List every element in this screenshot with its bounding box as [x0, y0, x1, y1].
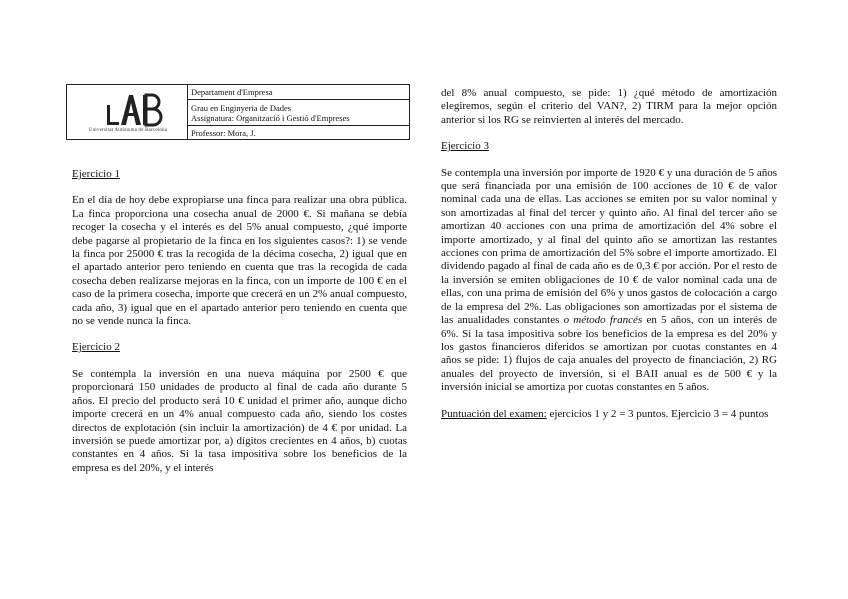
- left-column: [72, 168, 407, 475]
- professor-cell: Professor: Mora, J.: [191, 128, 256, 138]
- exercise1-title: Ejercicio 1: [72, 168, 120, 180]
- right-column: [441, 87, 777, 421]
- exercise3-method-emphasis: o método francés: [563, 314, 643, 327]
- exercise3-text-a: Se contempla una inversión por importe de 1920 € y una duración de 5 años que será financiada por una emisión de 100 acciones de 10 € de valor nominal cada una de ellas. Las acciones se emiten por su valor nominal y son amortizadas al final del tercer y quinto año. Al final del tercer año se amortizan 40 acciones con una prima de amortización del 4% sobre el importe amortizado, y al final del quinto año se amortizan las restantes acciones con prima de amortización del 5% sobre el importe amortizado. El dividendo pagado al final de cada año es de 0,3 € por acción. Por el resto de la inversión se emiten obligaciones de 10 € de valor nominal cada una de ellas, con una prima de emisión del 6% y unos gastos de colocación a cargo de la empresa del 2%. Las obligaciones son amortizadas por el sistema de las anualidades constantes: [441, 166, 777, 327]
- logo-cell: [67, 85, 188, 139]
- subject-line: Assignatura: Organització i Gestió d'Empreses: [191, 113, 350, 123]
- exercise2-title: Ejercicio 2: [72, 341, 120, 354]
- logo-caption: Universitat Autònoma de Barcelona: [88, 128, 168, 133]
- degree-line: Grau en Enginyeria de Dades: [191, 103, 292, 113]
- exercise3-title: Ejercicio 3: [441, 140, 489, 153]
- exercise2-text: Se contempla la inversión en una nueva máquina por 2500 € que proporcionará 150 unidades de producto al final de cada año durante 5 años. El precio del producto será 10 € unidad el primer año, aunque dicho importe crecerá en un 4% anual compuesto cada año, siendo los costes directos de explotación (sin incluir la amortización) de 4 € por unidad. La inversión se puede amortizar por, a) dígitos crecientes en 4 años, b) cuotas constantes en 4 años. Si la tasa impositiva sobre los beneficios de la empresa es del 20%, y el interés: [72, 367, 407, 474]
- header-table: [66, 84, 410, 140]
- scoring-text: ejercicios 1 y 2 = 3 puntos. Ejercicio 3 = 4 puntos: [549, 407, 769, 420]
- exercise2-continuation: del 8% anual compuesto, se pide: 1) ¿qué método de amortización elegiremos, según el criterio del VAN?, 2) TIRM para la mejor opción anterior si los RG se reinvierten al interés del mercado.: [441, 87, 777, 126]
- course-cell: [188, 101, 409, 126]
- scoring-line: [441, 408, 777, 421]
- department-cell: Departament d'Empresa: [188, 85, 409, 100]
- exercise1-text: En el día de hoy debe expropiarse una finca para realizar una obra pública. La finca proporciona una cosecha anual de 2000 €. Si mañana se debía recoger la cosecha y el interés es del 5% anual compuesto, ¿qué importe debe pagarse al propietario de la finca en los siguientes casos?: 1) se vende la finca por 25000 € tras la recogida de la décima cosecha, 2) igual que en el apartado anterior pero teniendo en cuenta que tras la recogida de cada cosecha deben realizarse mejoras en la finca, con un importe de 100 € en el caso de la primera cosecha, importe que crecerá en un 2% anual compuesto, cada año, 3) igual que en el apartado anterior pero teniendo en cuenta que no se vende nunca la finca.: [72, 194, 407, 328]
- uab-logo-icon: [85, 91, 165, 127]
- exercise3-text-b: en 5 años, con un interés de 6%. Si la tasa impositiva sobre los beneficios de la empresa es del 20% y los gastos financieros diferidos se amortizan por cuotas constantes en 4 años se pide: 1) flujos de caja anuales del proyecto de financiación, 2) RG anuales del proyecto de inversión, si el BAII anual es de 500 € y la inversión inicial se amortiza por cuotas constantes en 5 años.: [441, 314, 778, 394]
- scoring-label: Puntuación del examen:: [441, 407, 547, 420]
- exercise3-text: [441, 167, 777, 395]
